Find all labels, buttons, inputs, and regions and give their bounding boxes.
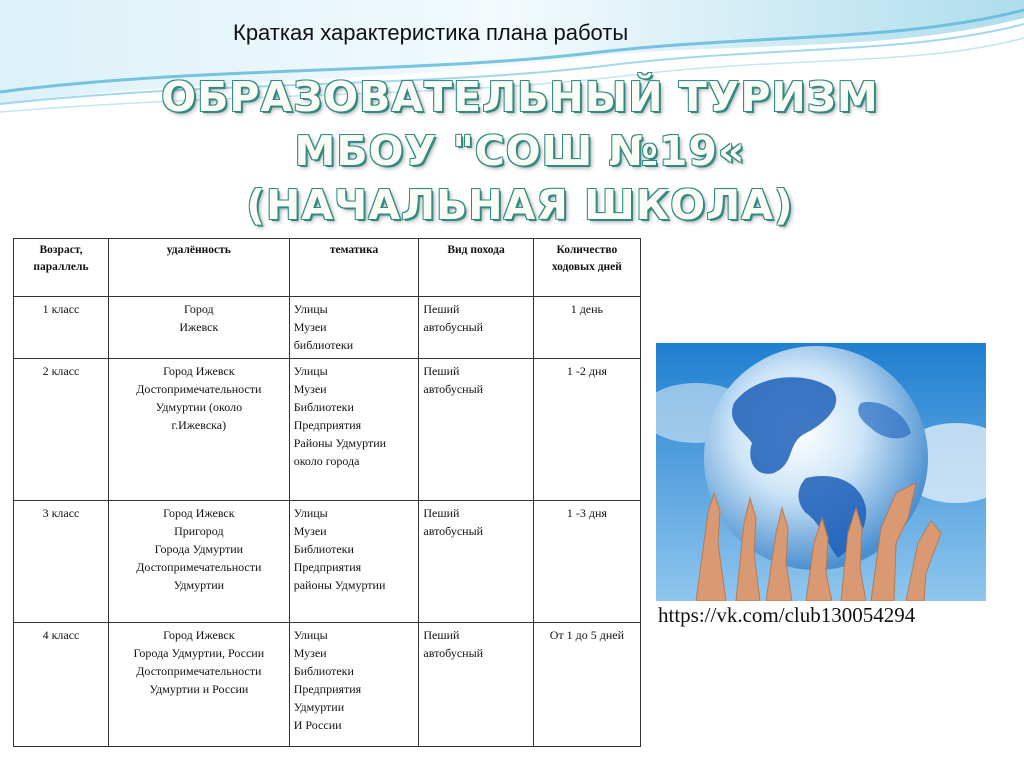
cell-line: Города Удмуртии, России: [133, 646, 265, 660]
cell-line: Улицы: [293, 364, 328, 378]
cell-line: Город: [184, 302, 214, 316]
cell-line: Удмуртии (около: [155, 400, 243, 414]
table-row: [14, 297, 641, 359]
title-line: МБОУ "СОШ №19«: [294, 127, 746, 175]
cell-line: Музеи: [293, 382, 327, 396]
cell-line: Районы Удмуртии: [293, 436, 387, 450]
globe-hands-image: [656, 343, 986, 601]
cell-days: 1 -3 дня: [533, 501, 640, 623]
cell-line: Предприятия: [293, 560, 362, 574]
cell-line: библиотеки: [293, 338, 354, 352]
cell-line: Улицы: [293, 302, 328, 316]
cell-line: Пеший: [423, 364, 460, 378]
cell-line: Музеи: [293, 646, 327, 660]
cell-line: Удмуртии и России: [149, 682, 249, 696]
cell-type: [419, 359, 533, 501]
cell-line: Улицы: [293, 506, 328, 520]
cell-distance: [108, 501, 289, 623]
cell-line: Пеший: [423, 628, 460, 642]
cell-days: 1 -2 дня: [533, 359, 640, 501]
cell-line: Пеший: [423, 506, 460, 520]
cell-line: Удмуртии: [173, 578, 225, 592]
cell-age: 2 класс: [14, 359, 109, 501]
cell-line: Город Ижевск: [163, 506, 235, 520]
plan-table: [13, 238, 641, 747]
cell-line: автобусный: [423, 382, 484, 396]
cell-line: Библиотеки: [293, 542, 354, 556]
cell-line: Город Ижевск: [163, 364, 235, 378]
cell-line: Достопримечательности: [136, 560, 262, 574]
table-row: [14, 623, 641, 747]
cell-type: [419, 297, 533, 359]
cell-line: г.Ижевска): [171, 418, 227, 432]
table-header-row: [14, 239, 641, 297]
cell-age: 4 класс: [14, 623, 109, 747]
cell-line: Города Удмуртии: [154, 542, 244, 556]
cell-line: районы Удмуртии: [293, 578, 386, 592]
column-header: Количество ходовых дней: [533, 239, 640, 297]
slide-subtitle: Краткая характеристика плана работы: [233, 20, 629, 45]
cell-line: Музеи: [293, 320, 327, 334]
column-header: Вид похода: [419, 239, 533, 297]
cell-line: автобусный: [423, 524, 484, 538]
cell-distance: [108, 297, 289, 359]
cell-age: 3 класс: [14, 501, 109, 623]
cell-line: Библиотеки: [293, 400, 354, 414]
cell-days: 1 день: [533, 297, 640, 359]
cell-line: Удмуртии: [293, 700, 345, 714]
column-header: Возраст, параллель: [14, 239, 109, 297]
column-header: тематика: [289, 239, 419, 297]
cell-line: Город Ижевск: [163, 628, 235, 642]
cell-line: И России: [293, 718, 342, 732]
cell-line: Улицы: [293, 628, 328, 642]
cell-line: автобусный: [423, 646, 484, 660]
cell-line: Достопримечательности: [136, 664, 262, 678]
cell-line: Пригород: [174, 524, 224, 538]
cell-line: автобусный: [423, 320, 484, 334]
slide-title: [150, 70, 890, 232]
cell-theme: [289, 359, 419, 501]
cell-theme: [289, 623, 419, 747]
globe-icon: [656, 343, 986, 601]
table-row: [14, 359, 641, 501]
cell-line: Ижевск: [179, 320, 219, 334]
title-line: ОБРАЗОВАТЕЛЬНЫЙ ТУРИЗМ: [161, 73, 879, 121]
cell-theme: [289, 501, 419, 623]
cell-type: [419, 623, 533, 747]
column-header: удалённость: [108, 239, 289, 297]
cell-distance: [108, 623, 289, 747]
title-line: (НАЧАЛЬНАЯ ШКОЛА): [246, 181, 794, 229]
cell-line: Предприятия: [293, 418, 362, 432]
cell-line: Предприятия: [293, 682, 362, 696]
image-source-link[interactable]: https://vk.com/club130054294: [658, 603, 916, 627]
cell-type: [419, 501, 533, 623]
cell-distance: [108, 359, 289, 501]
cell-line: Достопримечательности: [136, 382, 262, 396]
cell-line: около города: [293, 454, 360, 468]
cell-theme: [289, 297, 419, 359]
cell-line: Музеи: [293, 524, 327, 538]
cell-line: Библиотеки: [293, 664, 354, 678]
cell-days: От 1 до 5 дней: [533, 623, 640, 747]
cell-age: 1 класс: [14, 297, 109, 359]
cell-line: Пеший: [423, 302, 460, 316]
table-row: [14, 501, 641, 623]
